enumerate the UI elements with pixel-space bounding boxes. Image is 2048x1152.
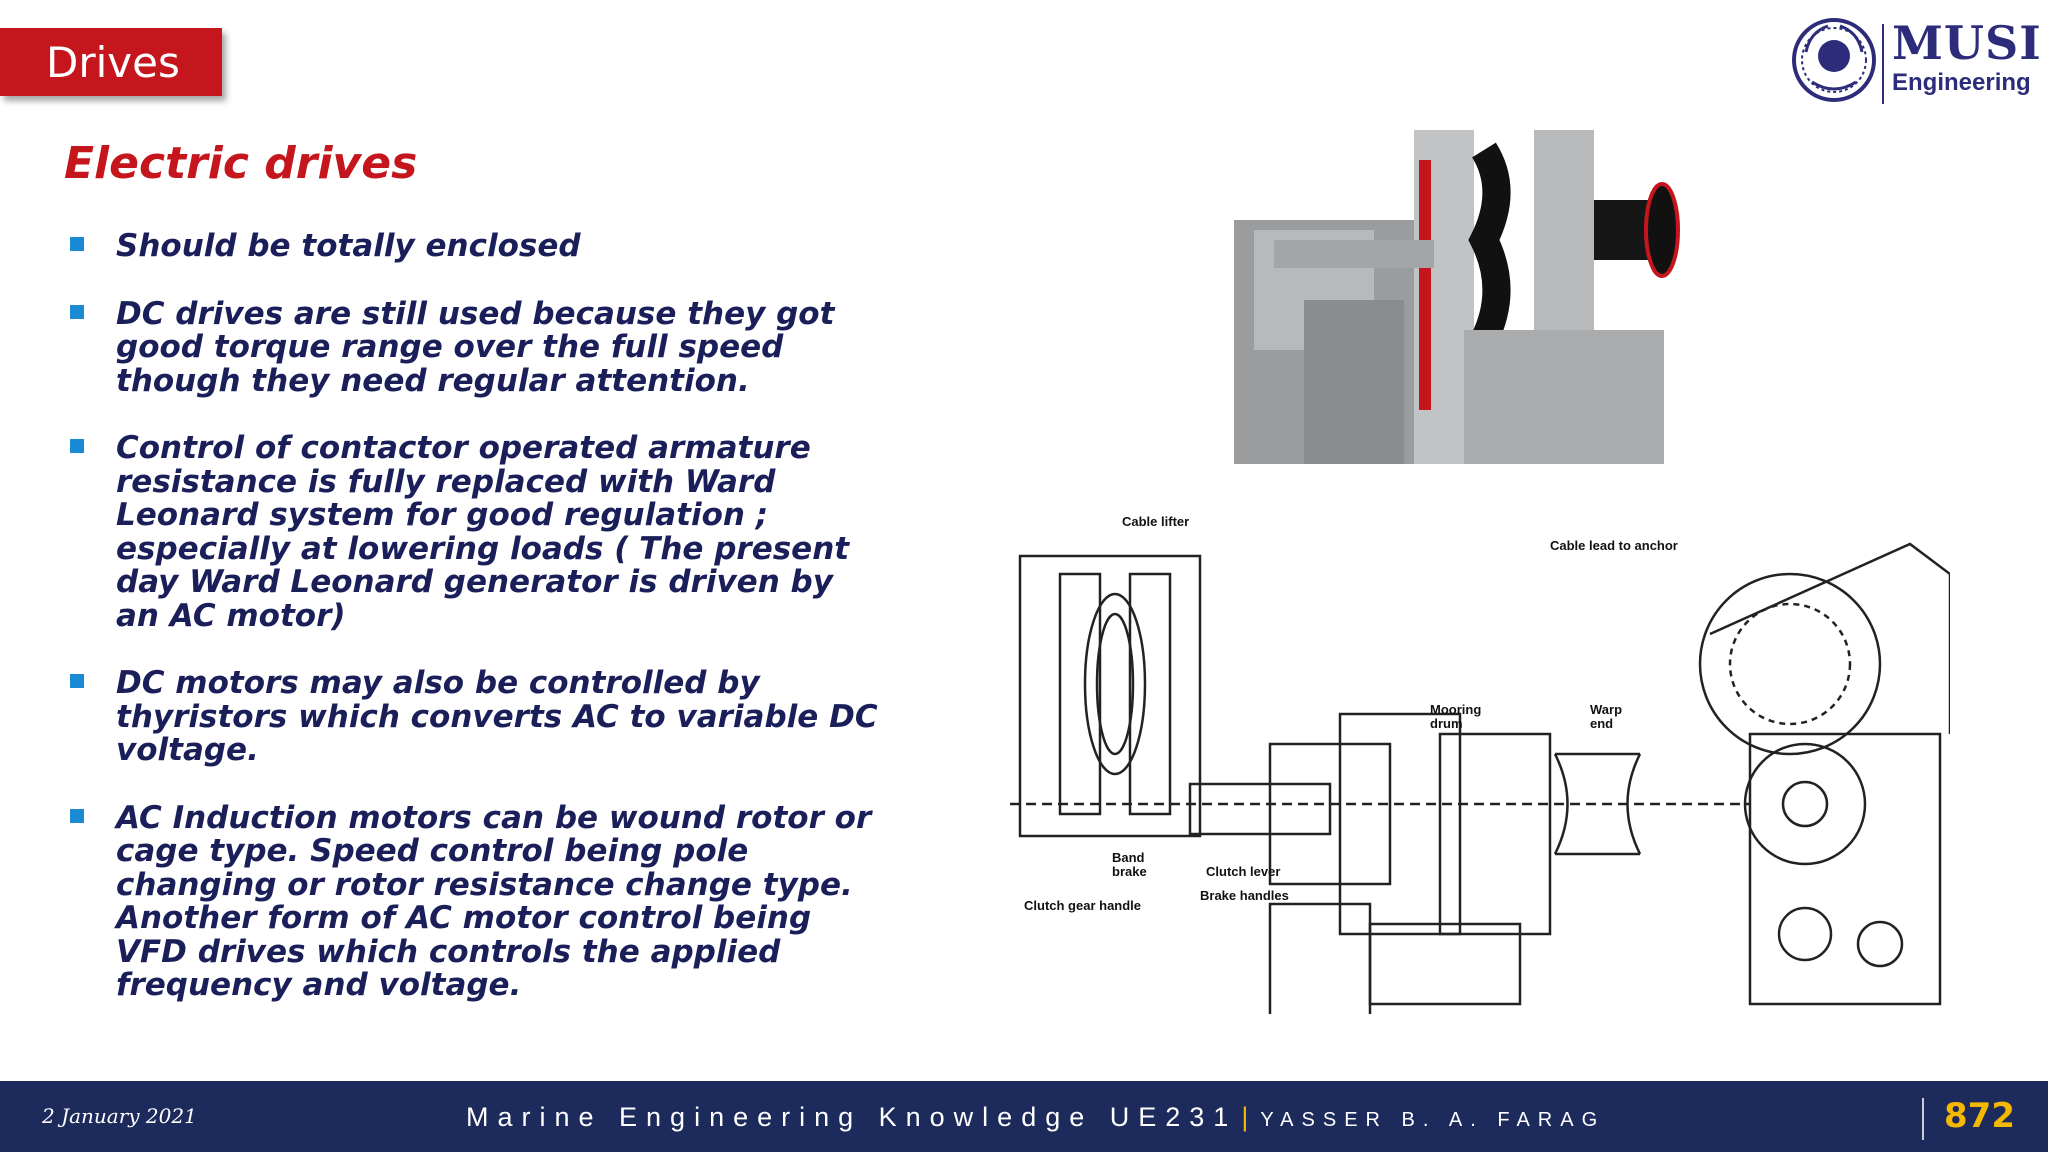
bullet-square-icon xyxy=(70,674,84,688)
label-band-brake-2: brake xyxy=(1112,864,1147,879)
footer-date: 2 January 2021 xyxy=(42,1104,197,1128)
label-clutch-lever: Clutch lever xyxy=(1206,864,1281,879)
label-cable-lifter: Cable lifter xyxy=(1122,514,1190,529)
section-title-tab xyxy=(0,28,222,96)
label-cable-lead: Cable lead to anchor xyxy=(1550,538,1678,553)
label-clutch-gear-handle: Clutch gear handle xyxy=(1024,898,1142,913)
course-title: Marine Engineering Knowledge UE231 xyxy=(466,1102,1238,1132)
logo-tagline: Engineering xyxy=(1892,69,2031,96)
windlass-photo xyxy=(1234,130,1692,464)
bullet-square-icon xyxy=(70,237,84,251)
footer-separator: | xyxy=(1241,1102,1249,1132)
windlass-drawing xyxy=(1010,514,1950,1014)
label-warp-2: end xyxy=(1590,716,1614,731)
logo-divider xyxy=(1882,24,1884,104)
label-band-brake-1: Band xyxy=(1112,850,1145,865)
logo-name: MUSI xyxy=(1892,16,2042,70)
label-mooring-2: drum xyxy=(1430,716,1463,731)
page-number: 872 xyxy=(1944,1096,2015,1136)
bullet-item: Should be totally enclosed xyxy=(66,230,886,264)
label-brake-handles: Brake handles xyxy=(1200,888,1289,903)
bullet-item: DC drives are still used because they got good torque range over the full speed though they need regular attention. xyxy=(66,298,886,399)
bullet-item: DC motors may also be controlled by thyristors which converts AC to variable DC voltage. xyxy=(66,667,886,768)
bullet-square-icon xyxy=(70,809,84,823)
author-name: YASSER B. A. FARAG xyxy=(1260,1109,1606,1131)
label-mooring-1: Mooring xyxy=(1430,702,1482,717)
slide-subtitle: Electric drives xyxy=(64,138,418,189)
footer-divider xyxy=(1922,1098,1924,1140)
section-title: Drives xyxy=(46,37,180,87)
footer-course-line xyxy=(466,1102,1605,1133)
bullet-square-icon xyxy=(70,305,84,319)
bullet-item: AC Induction motors can be wound rotor or cage type. Speed control being pole changing or rotor resistance change type. Another form of AC motor control being VFD drives which controls the applied frequency and voltage. xyxy=(66,802,886,1003)
bullet-square-icon xyxy=(70,439,84,453)
bullet-list xyxy=(66,230,886,1037)
label-warp-1: Warp xyxy=(1590,702,1623,717)
bullet-item: Control of contactor operated armature resistance is fully replaced with Ward Leonard system for good regulation ; especially at lowering loads ( The present day Ward Leonard generator is driven by an AC motor) xyxy=(66,432,886,633)
